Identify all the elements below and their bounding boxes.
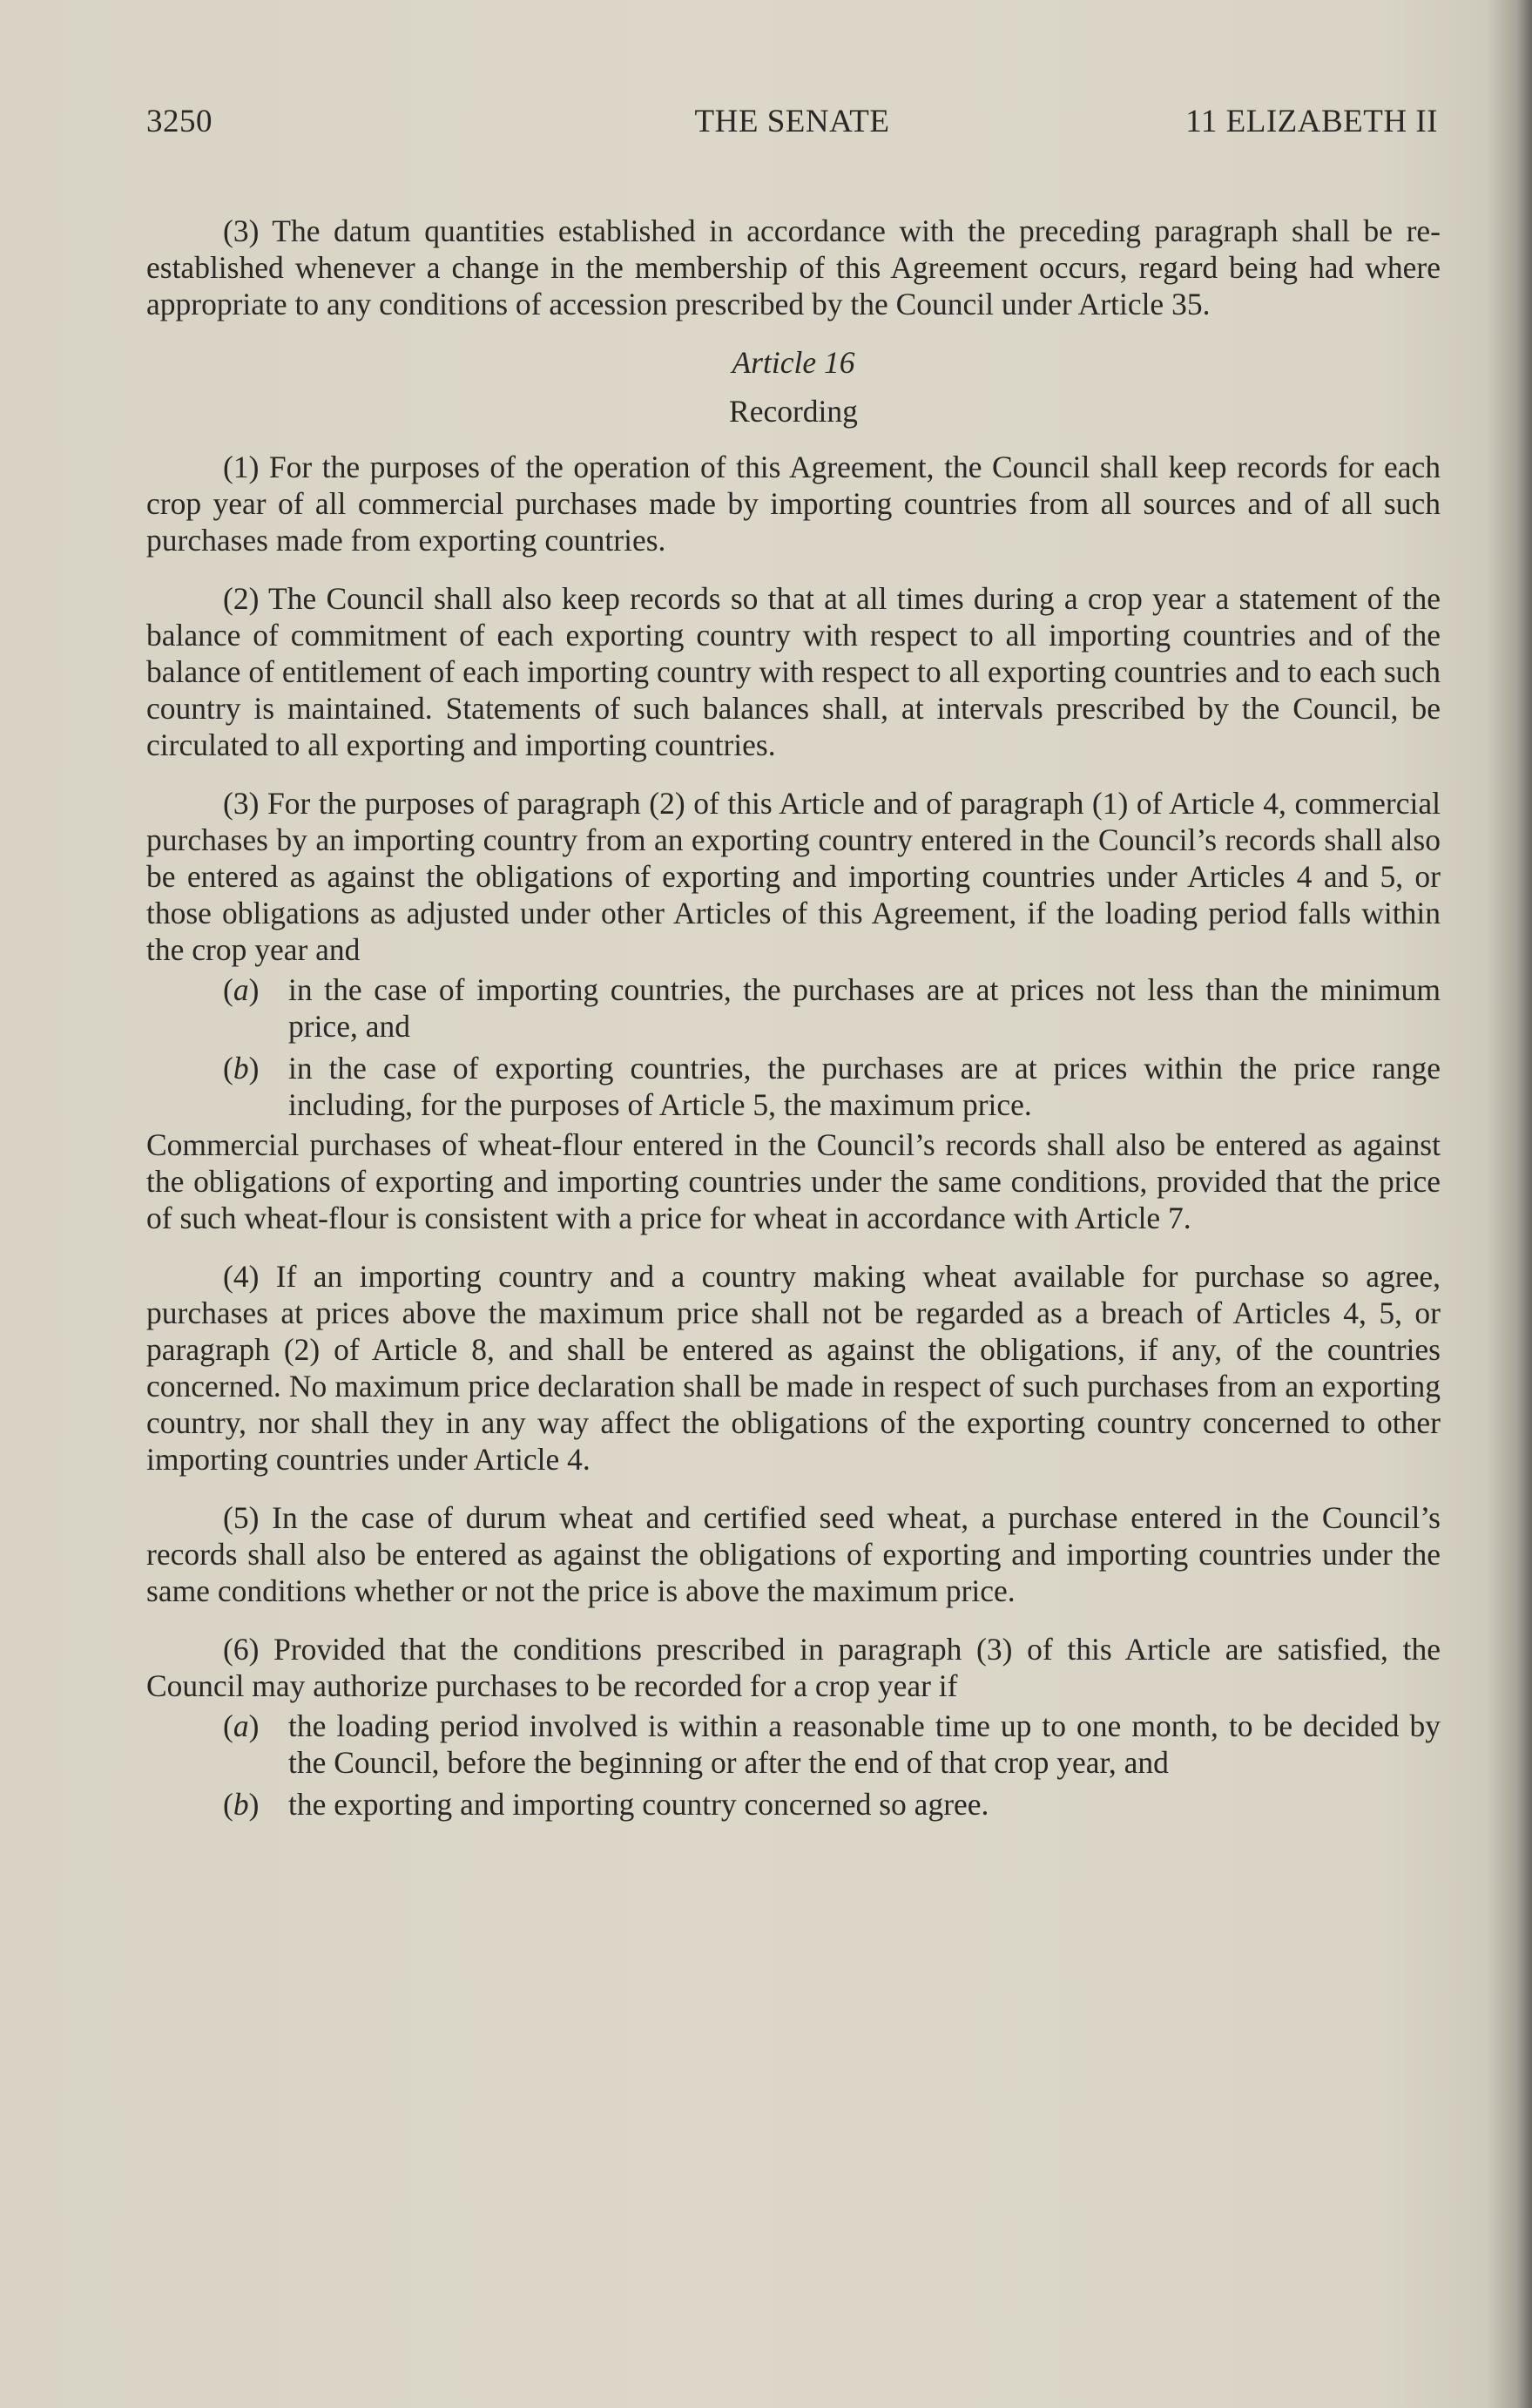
article-number: Article 16 — [732, 345, 855, 380]
item-text: in the case of exporting countries, the purchases are at prices within the price range including, for the purposes of Article 5, the maximum price. — [288, 1051, 1441, 1122]
paragraph-3-item-a — [146, 971, 1441, 1045]
item-text: the exporting and importing country concerned so agree. — [288, 1787, 989, 1822]
item-marker: (a) — [223, 1708, 260, 1743]
item-text: the loading period involved is within a reasonable time up to one month, to be decided by the Council, before the beginning or after the end of that crop year, and — [288, 1708, 1441, 1780]
article-title: Recording — [729, 394, 858, 429]
running-title: THE SENATE — [694, 104, 890, 139]
page-number: 3250 — [146, 104, 213, 139]
running-header — [146, 103, 1438, 146]
item-marker: (b) — [223, 1051, 260, 1086]
paragraph-6-item-b — [146, 1786, 1441, 1823]
paragraph-4: (4) If an importing country and a country making wheat available for purchase so agree, purchases at prices above the maximum price shall not be regarded as a breach of Articles 4, 5, or paragraph (2) of Article 8, and shall be entered as against the obligations, if any, of the countries concerned. No maximum price declaration shall be made in respect of such purchases from an exporting country, nor shall they in any way affect the obligations of the exporting country concerned to other importing countries under Article 4. — [146, 1259, 1441, 1477]
page-body — [146, 213, 1441, 1828]
intro-paragraph: (3) The datum quantities established in accordance with the preceding paragraph shall be re-established whenever a change in the membership of this Agreement occurs, regard being had where appropriate to any conditions of accession prescribed by the Council under Article 35. — [146, 213, 1441, 321]
paragraph-3-continuation: Commercial purchases of wheat-flour entered in the Council’s records shall also be entered as against the obligations of exporting and importing countries under the same conditions, provided that the price of such wheat-flour is consistent with a price for wheat in accordance with Article 7. — [146, 1127, 1441, 1235]
paragraph-5: (5) In the case of durum wheat and certified seed wheat, a purchase entered in the Council’s records shall also be entered as against the obligations of exporting and importing countries under the same conditions whether or not the price is above the maximum price. — [146, 1500, 1441, 1608]
paragraph-6: (6) Provided that the conditions prescribed in paragraph (3) of this Article are satisfied, the Council may authorize purchases to be recorded for a crop year if — [146, 1632, 1441, 1703]
paragraph-3: (3) For the purposes of paragraph (2) of this Article and of paragraph (1) of Article 4, commercial purchases by an importing country from an exporting country entered in the Council’s records shall also be entered as against the obligations of exporting and importing countries under Articles 4 and 5, or those obligations as adjusted under other Articles of this Agreement, if the loading period falls within the crop year and — [146, 786, 1441, 967]
item-marker: (b) — [223, 1787, 260, 1822]
paragraph-2: (2) The Council shall also keep records so that at all times during a crop year a statement of the balance of commitment of each exporting country with respect to all importing countries and of the balance of entitlement of each importing country with respect to all exporting countries and to each such country is maintained. Statements of such balances shall, at intervals prescribed by the Council, be circulated to all exporting and importing countries. — [146, 581, 1441, 762]
paragraph-1: (1) For the purposes of the operation of this Agreement, the Council shall keep records for each crop year of all commercial purchases made by importing countries from all sources and of all such purchases made from exporting countries. — [146, 450, 1441, 558]
paragraph-6-item-a — [146, 1708, 1441, 1781]
item-text: in the case of importing countries, the purchases are at prices not less than the minimum price, and — [288, 972, 1441, 1044]
regnal-year: 11 ELIZABETH II — [1185, 104, 1438, 139]
paragraph-3-item-b — [146, 1050, 1441, 1123]
item-marker: (a) — [223, 972, 260, 1007]
